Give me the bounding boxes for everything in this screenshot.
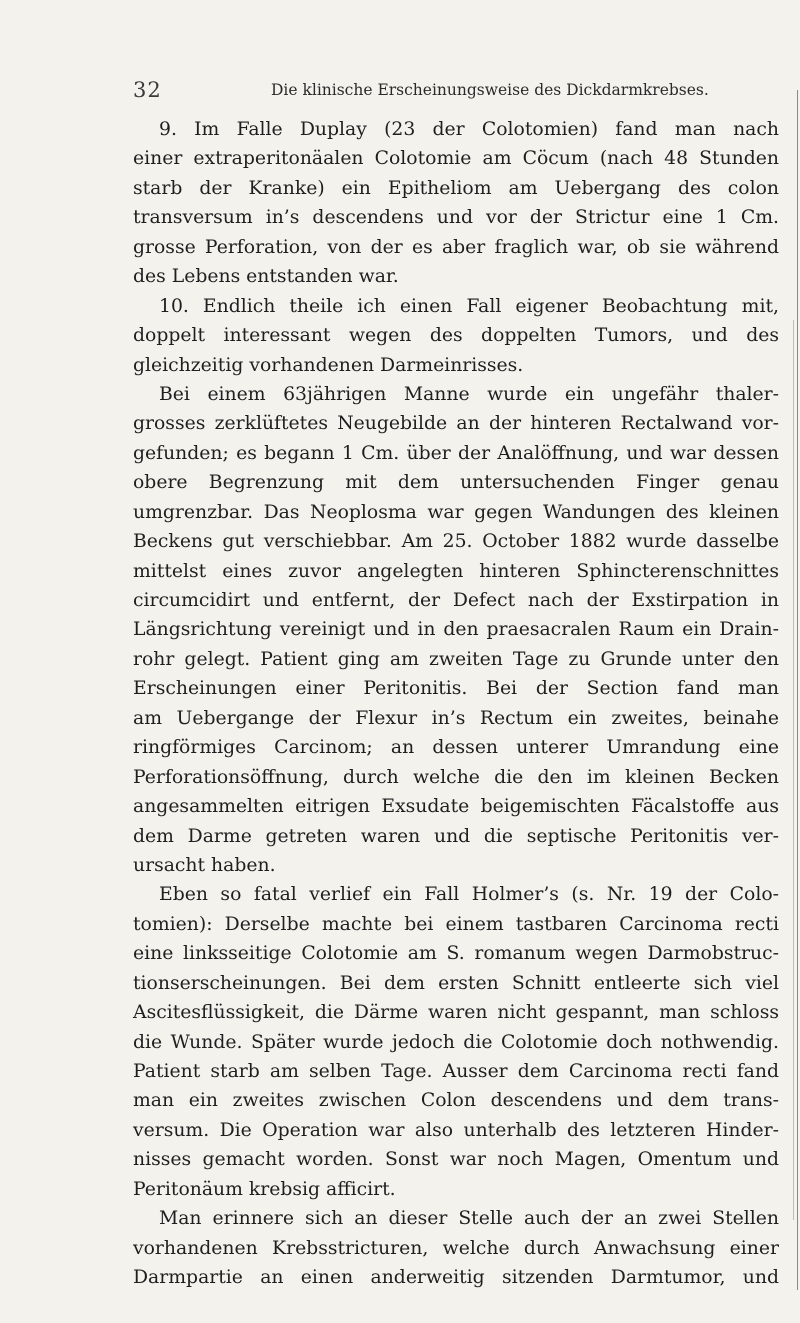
page-edge-shadow [793,320,794,1220]
text-line: doppelt interessant wegen des doppelten Tumors, und des [133,325,779,347]
text-line: versum. Die Operation war also unterhalb des letzteren Hinder- [133,1119,779,1141]
text-line: die Wunde. Später wurde jedoch die Colotomie doch nothwendig. [133,1031,779,1053]
text-line: umgrenzbar. Das Neoplosma war gegen Wandungen des kleinen [133,501,779,523]
text-line: vorhandenen Krebsstricturen, welche durch Anwachsung einer [133,1237,779,1259]
text-line: Patient starb am selben Tage. Ausser dem Carcinoma recti fand [133,1061,779,1082]
text-line: eine linksseitige Colotomie am S. romanum wegen Darmobstruc- [133,943,779,965]
text-line: Ascitesflüssigkeit, die Därme waren nicht gespannt, man schloss [133,1002,779,1024]
text-line: Bei einem 63jährigen Manne wurde ein ungefähr thaler- [159,383,779,405]
text-line: starb der Kranke) ein Epitheliom am Uebergang des colon [133,177,779,199]
text-line: angesammelten eitrigen Exsudate beigemischten Fäcalstoffe aus [133,796,779,818]
text-line: transversum in’s descendens und vor der Strictur eine 1 Cm. [133,207,779,229]
running-title: Die klinische Erscheinungsweise des Dickdarmkrebses. [271,81,709,99]
page-header [133,78,709,108]
text-line: grosses zerklüftetes Neugebilde an der hinteren Rectalwand vor- [133,413,779,435]
text-line: 10. Endlich theile ich einen Fall eigener Beobachtung mit, [159,295,779,317]
text-line: Längsrichtung vereinigt und in den praesacralen Raum ein Drain- [133,619,779,641]
text-line: des Lebens entstanden war. [133,266,399,288]
text-line: obere Begrenzung mit dem untersuchenden Finger genau [133,472,779,494]
text-line: Perforationsöffnung, durch welche die den im kleinen Becken [133,766,779,788]
text-line: grosse Perforation, von der es aber fraglich war, ob sie während [133,236,779,258]
text-line: nisses gemacht worden. Sonst war noch Magen, Omentum und [133,1149,779,1171]
text-line: Darmpartie an einen anderweitig sitzenden Darmtumor, und [133,1267,779,1289]
text-line: Peritonäum krebsig afficirt. [133,1178,396,1200]
text-line: Eben so fatal verlief ein Fall Holmer’s (s. Nr. 19 der Colo- [159,884,779,906]
text-line: ursacht haben. [133,854,276,876]
text-line: man ein zweites zwischen Colon descendens und dem trans- [133,1090,779,1112]
text-line: 9. Im Falle Duplay (23 der Colotomien) fand man nach [159,119,779,140]
text-line: Beckens gut verschiebbar. Am 25. October 1882 wurde dasselbe [133,531,779,553]
text-line: circumcidirt und entfernt, der Defect nach der Exstirpation in [133,590,779,611]
text-line: am Uebergange der Flexur in’s Rectum ein zweites, beinahe [133,707,779,729]
text-line: tionserscheinungen. Bei dem ersten Schnitt entleerte sich viel [133,972,779,994]
page-number: 32 [133,78,162,102]
text-line: Erscheinungen einer Peritonitis. Bei der Section fand man [133,678,779,700]
text-line: gleichzeitig vorhandenen Darmeinrisses. [133,354,524,376]
text-line: rohr gelegt. Patient ging am zweiten Tage zu Grunde unter den [133,648,779,670]
text-line: tomien): Derselbe machte bei einem tastbaren Carcinoma recti [133,913,779,935]
text-line: gefunden; es begann 1 Cm. über der Analöffnung, und war dessen [133,442,779,464]
text-line: Man erinnere sich an dieser Stelle auch der an zwei Stellen [159,1208,779,1230]
text-line: dem Darme getreten waren und die septische Peritonitis ver- [133,825,779,847]
text-line: ringförmiges Carcinom; an dessen unterer Umrandung eine [133,737,779,759]
text-line: einer extraperitonäalen Colotomie am Cöcum (nach 48 Stunden [133,148,779,170]
text-line: mittelst eines zuvor angelegten hinteren Sphincterenschnittes [133,560,779,582]
page-edge-line [797,90,798,1290]
body-text [133,115,779,1293]
